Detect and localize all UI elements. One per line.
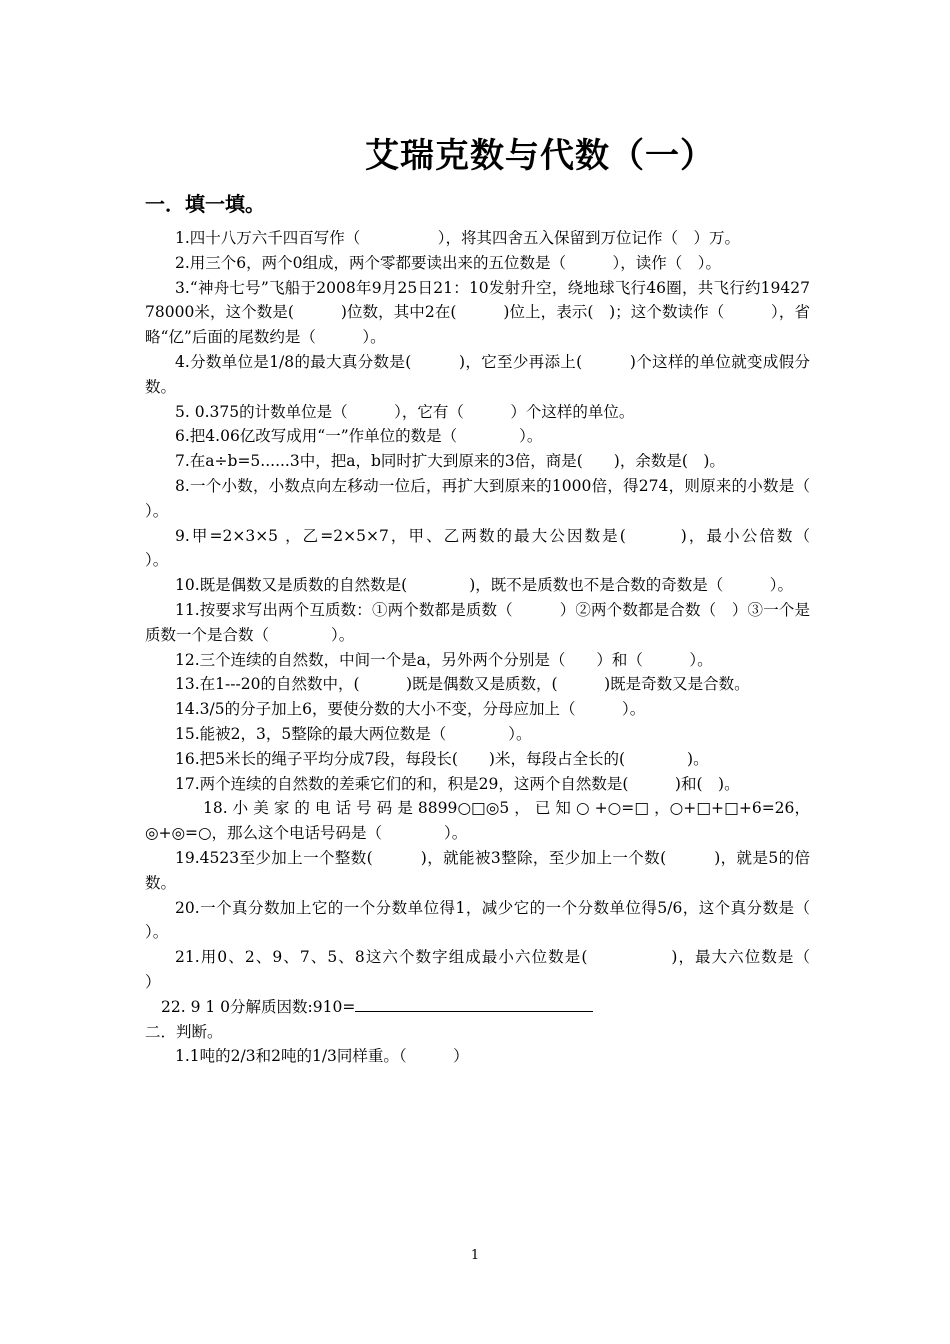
section-heading-judge: 二．判断。 — [145, 1022, 223, 1041]
question-item: 3.“神舟七号”飞船于2008年9月25日21：10发射升空，绕地球飞行46圈，共飞行约1942778000米，这个数是( )位数，其中2在( )位上，表示( )；这个数读作（ ），省略“亿”后面的尾数约是（ ）。 — [145, 278, 810, 347]
question-item: 19.4523至少加上一个整数( )，就能被3整除，至少加上一个数( )，就是5的倍数。 — [145, 848, 810, 892]
question-item: 18. 小 美 家 的 电 话 号 码 是 8899○□◎5 ， 已 知 ○ +○=□ ，○+□+□+6=26，◎+◎=○，那么这个电话号码是（ ）。 — [145, 799, 810, 843]
answer-line — [355, 997, 593, 1012]
question-item: 7.在a÷b=5......3中，把a，b同时扩大到原来的3倍，商是( )，余数是( )。 — [175, 452, 725, 471]
question-item-22 — [145, 995, 810, 1020]
section-heading-fill: 一．填一填。 — [145, 192, 265, 216]
question-item: 1.四十八万六千四百写作（ ），将其四舍五入保留到万位记作（ ）万。 — [175, 229, 741, 247]
question-item: 13.在1---20的自然数中，( )既是偶数又是质数，( )既是奇数又是合数。 — [175, 675, 750, 694]
question-item: 6.把4.06亿改写成用“一”作单位的数是（ ）。 — [175, 427, 543, 446]
question-text: 22. 9 1 0分解质因数:910= — [161, 997, 356, 1016]
question-list — [145, 226, 904, 1069]
page-number: 1 — [470, 1248, 480, 1263]
question-item: 12.三个连续的自然数，中间一个是a，另外两个分别是（ ）和（ ）。 — [175, 650, 713, 669]
question-item: 5. 0.375的计数单位是（ ），它有（ ）个这样的单位。 — [175, 402, 635, 421]
question-item: 16.把5米长的绳子平均分成7段，每段长( )米，每段占全长的( )。 — [175, 749, 709, 768]
judge-item: 1.1吨的2/3和2吨的1/3同样重。（ ） — [175, 1047, 469, 1066]
question-item: 11.按要求写出两个互质数：①两个数都是质数（ ）②两个数都是合数（ ）③一个是质数一个是合数（ ）。 — [145, 600, 810, 644]
question-item: 15.能被2，3，5整除的最大两位数是（ ）。 — [175, 724, 532, 743]
question-item: 21.用0、2、9、7、5、8这六个数字组成最小六位数是( )，最大六位数是（ ） — [145, 948, 904, 991]
question-item: 9.甲=2×3×5 ，乙=2×5×7，甲、乙两数的最大公因数是( )，最小公倍数（ ）。 — [145, 526, 857, 570]
question-item: 17.两个连续的自然数的差乘它们的和，积是29，这两个自然数是( )和( )。 — [175, 774, 740, 793]
question-item: 2.用三个6，两个0组成，两个零都要读出来的五位数是（ ），读作（ ）。 — [175, 253, 722, 272]
question-item: 20.一个真分数加上它的一个分数单位得1，减少它的一个分数单位得5/6，这个真分数是（ ）。 — [145, 898, 857, 942]
question-item: 10.既是偶数又是质数的自然数是( )，既不是质数也不是合数的奇数是（ ）。 — [175, 576, 793, 595]
question-item: 8.一个小数，小数点向左移动一位后，再扩大到原来的1000倍，得274，则原来的小数是（ ）。 — [145, 476, 857, 520]
question-item: 4.分数单位是1/8的最大真分数是( )，它至少再添上( )个这样的单位就变成假分数。 — [145, 352, 810, 396]
question-item: 14.3/5的分子加上6，要使分数的大小不变，分母应加上（ ）。 — [175, 700, 646, 719]
page-title: 艾瑞克数与代数（一） — [365, 136, 715, 176]
